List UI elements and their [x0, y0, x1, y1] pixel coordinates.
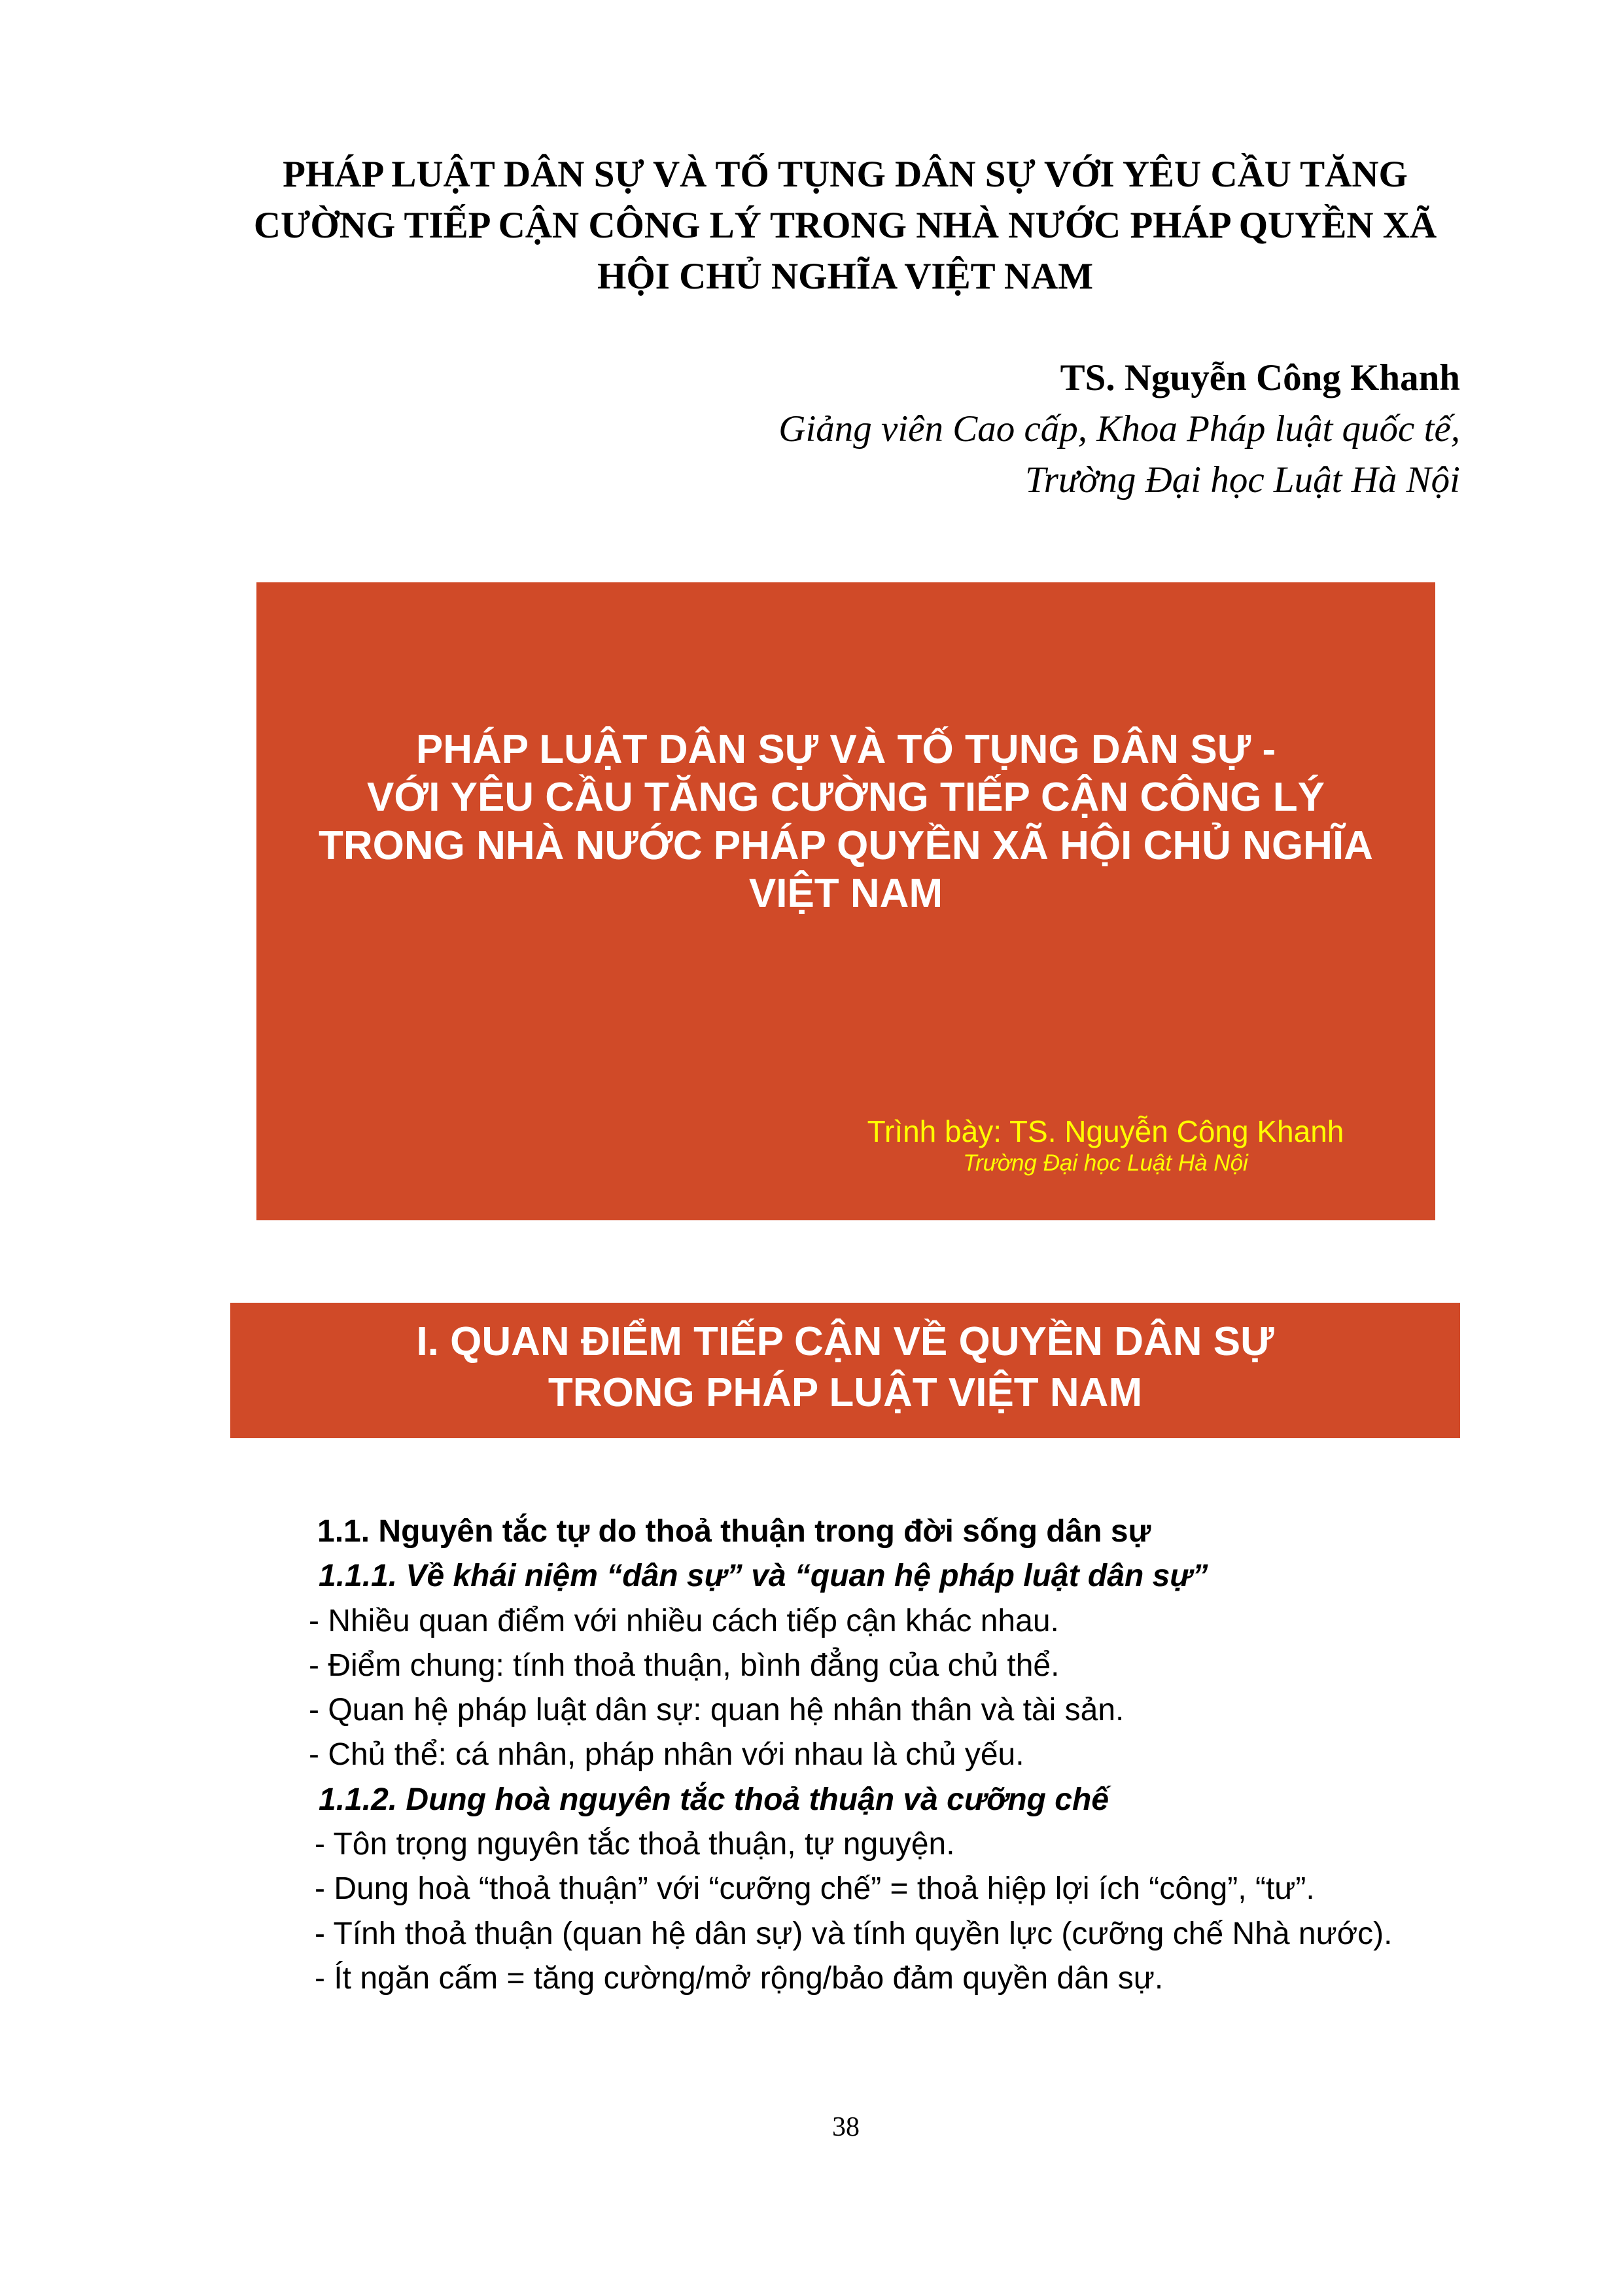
title-slide-image: [256, 582, 1435, 1220]
section-heading: 1.1. Nguyên tắc tự do thoả thuận trong đời sống dân sự: [317, 1514, 1151, 1549]
author-affiliation-line: Trường Đại học Luật Hà Nội: [1025, 459, 1460, 501]
subsection-heading: 1.1.1. Về khái niệm “dân sự” và “quan hệ pháp luật dân sự”: [319, 1559, 1208, 1594]
document-title-line: CƯỜNG TIẾP CẬN CÔNG LÝ TRONG NHÀ NƯỚC PHÁP QUYỀN XÃ: [253, 205, 1437, 246]
list-item: - Tính thoả thuận (quan hệ dân sự) và tính quyền lực (cưỡng chế Nhà nước).: [315, 1916, 1393, 1951]
presenter-name: Trình bày: TS. Nguyễn Công Khanh: [867, 1114, 1344, 1148]
list-item: - Quan hệ pháp luật dân sự: quan hệ nhân thân và tài sản.: [309, 1693, 1125, 1728]
section-slide-title: [230, 1316, 1460, 1419]
list-item: - Dung hoà “thoả thuận” với “cưỡng chế” = thoả hiệp lợi ích “công”, “tư”.: [315, 1871, 1315, 1907]
author-block: [544, 353, 1460, 506]
author-affiliation-line: Giảng viên Cao cấp, Khoa Pháp luật quốc tế,: [778, 408, 1460, 450]
list-item: - Tôn trọng nguyên tắc thoả thuận, tự nguyện.: [315, 1827, 955, 1862]
slide-title-line: VIỆT NAM: [748, 870, 943, 916]
subsection-heading: 1.1.2. Dung hoà nguyên tắc thoả thuận và cưỡng chế: [319, 1782, 1109, 1817]
section-slide-title-line: I. QUAN ĐIỂM TIẾP CẬN VỀ QUYỀN DÂN SỰ: [416, 1319, 1274, 1364]
list-item: - Điểm chung: tính thoả thuận, bình đẳng của chủ thể.: [309, 1648, 1060, 1683]
body-text: [309, 1510, 1552, 2001]
section-slide-image: [230, 1303, 1460, 1438]
author-name: TS. Nguyễn Công Khanh: [1060, 357, 1460, 398]
slide-title-line: PHÁP LUẬT DÂN SỰ VÀ TỐ TỤNG DÂN SỰ -: [415, 727, 1276, 772]
list-item: - Nhiều quan điểm với nhiều cách tiếp cận khác nhau.: [309, 1603, 1059, 1638]
list-item: - Ít ngăn cấm = tăng cường/mở rộng/bảo đảm quyền dân sự.: [315, 1960, 1164, 1996]
page-number: 38: [832, 2112, 860, 2142]
list-item: - Chủ thể: cá nhân, pháp nhân với nhau là chủ yếu.: [309, 1737, 1024, 1773]
document-title-line: HỘI CHỦ NGHĨA VIỆT NAM: [597, 256, 1093, 297]
document-title-line: PHÁP LUẬT DÂN SỰ VÀ TỐ TỤNG DÂN SỰ VỚI YÊU CẦU TĂNG: [283, 154, 1408, 195]
presenter-institution: Trường Đại học Luật Hà Nội: [963, 1150, 1248, 1176]
section-slide-title-line: TRONG PHÁP LUẬT VIỆT NAM: [548, 1370, 1143, 1415]
presenter-block: [811, 1114, 1400, 1178]
slide-title-line: VỚI YÊU CẦU TĂNG CƯỜNG TIẾP CẬN CÔNG LÝ: [367, 775, 1325, 821]
slide-title: [256, 726, 1435, 917]
slide-title-line: TRONG NHÀ NƯỚC PHÁP QUYỀN XÃ HỘI CHỦ NGHĨA: [319, 822, 1373, 868]
document-title: [230, 149, 1460, 302]
